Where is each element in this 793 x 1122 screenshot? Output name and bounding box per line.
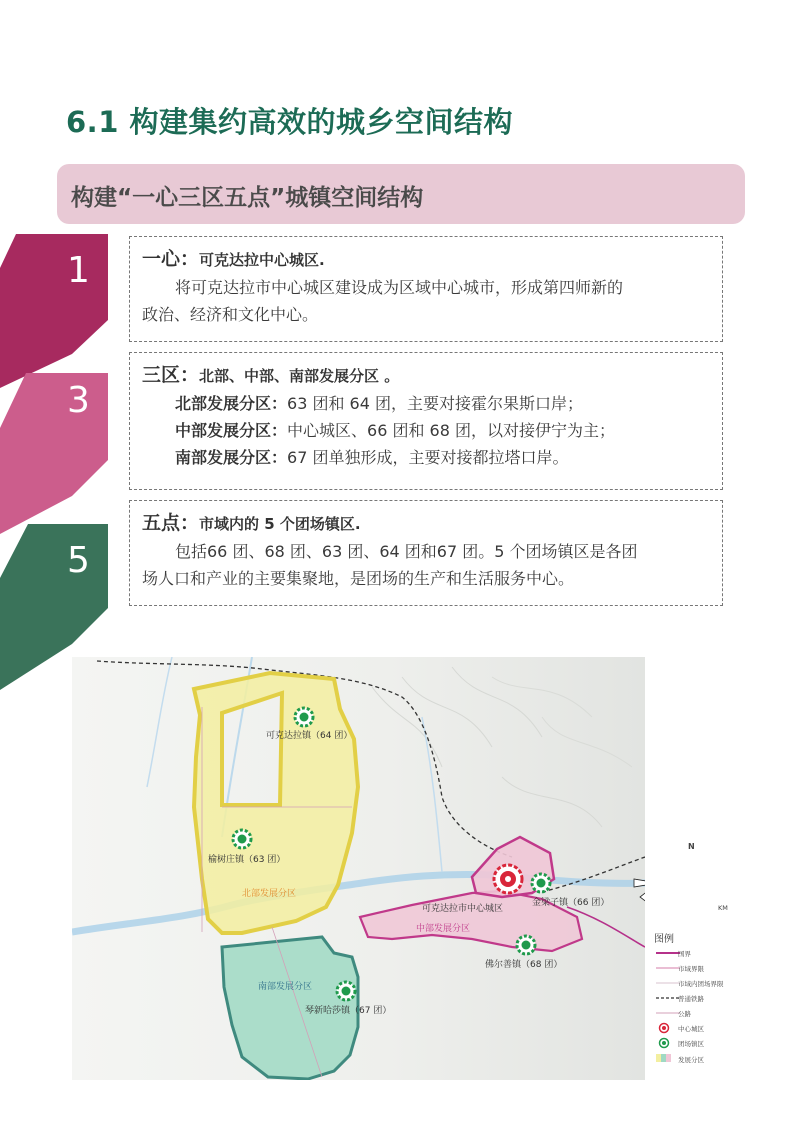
zone-text: 中心城区、66 团和 68 团，以对接伊宁为主； bbox=[287, 421, 615, 440]
chevron-3 bbox=[0, 373, 108, 534]
lead-title: 三区： bbox=[142, 364, 200, 386]
center-city-label: 可克达拉市中心城区 bbox=[422, 904, 504, 914]
town-label-63: 榆树庄镇（63 团） bbox=[208, 855, 286, 865]
scale-unit-label: KM bbox=[718, 904, 728, 912]
lead-subtitle: 北部、中部、南部发展分区 。 bbox=[199, 367, 400, 385]
lead-title: 五点： bbox=[142, 512, 200, 534]
legend-item: 中心城区 bbox=[678, 1025, 704, 1033]
section-box-three-zones bbox=[129, 352, 723, 490]
zone-term: 北部发展分区： bbox=[175, 394, 288, 413]
section-box-one-center bbox=[129, 236, 723, 342]
legend-item: 公路 bbox=[678, 1010, 691, 1018]
body-line: 将可克达拉市中心城区建设成为区域中心城市，形成第四师新的 bbox=[175, 278, 624, 297]
body-line: 包括66 团、68 团、63 团、64 团和67 团。5 个团场镇区是各团 bbox=[175, 542, 638, 561]
legend-item: 团场镇区 bbox=[678, 1040, 704, 1048]
zone-label-north: 北部发展分区 bbox=[242, 889, 297, 899]
zone-label-middle: 中部发展分区 bbox=[416, 924, 471, 934]
section-number-5: 5 bbox=[67, 540, 90, 581]
legend-title: 图例 bbox=[654, 934, 674, 945]
lead-subtitle: 可克达拉中心城区. bbox=[199, 251, 325, 269]
zone-label-south: 南部发展分区 bbox=[258, 982, 313, 992]
section-number-3: 3 bbox=[67, 380, 90, 421]
legend-zone-symbol bbox=[656, 1054, 671, 1062]
legend-item: 市域内团场界限 bbox=[678, 980, 724, 988]
town-marker-66 bbox=[532, 874, 550, 892]
legend-item: 国界 bbox=[678, 950, 691, 958]
section-number-1: 1 bbox=[67, 250, 90, 291]
town-label-64: 可克达拉镇（64 团） bbox=[266, 731, 353, 741]
town-label-68: 佛尔善镇（68 团） bbox=[485, 960, 563, 970]
legend-item: 市域界限 bbox=[678, 965, 704, 973]
town-marker-64 bbox=[295, 708, 313, 726]
zone-term: 南部发展分区： bbox=[175, 448, 288, 467]
subtitle-text: 构建“一心三区五点”城镇空间结构 bbox=[71, 185, 424, 211]
legend-item: 普通铁路 bbox=[678, 995, 704, 1003]
chevron-1 bbox=[0, 234, 108, 388]
legend-item: 发展分区 bbox=[678, 1056, 704, 1064]
zone-item bbox=[142, 390, 712, 417]
lead-title: 一心： bbox=[142, 248, 200, 270]
map-graphic bbox=[72, 657, 645, 1080]
town-label-66: 金梁子镇（66 团） bbox=[532, 898, 610, 908]
zone-text: 63 团和 64 团，主要对接霍尔果斯口岸； bbox=[287, 394, 583, 413]
spatial-structure-map bbox=[72, 657, 645, 1080]
legend-town-symbol bbox=[660, 1039, 669, 1048]
body-line: 政治、经济和文化中心。 bbox=[142, 305, 319, 324]
town-marker-67 bbox=[337, 982, 355, 1000]
chevron-arrows bbox=[0, 228, 130, 693]
body-line: 场人口和产业的主要集聚地，是团场的生产和生活服务中心。 bbox=[142, 569, 575, 588]
town-marker-63 bbox=[233, 830, 251, 848]
legend-center-symbol bbox=[660, 1024, 669, 1033]
center-city-marker bbox=[494, 865, 522, 893]
zone-term: 中部发展分区： bbox=[175, 421, 288, 440]
compass-north-label: N bbox=[688, 842, 695, 851]
town-label-67: 琴新哈莎镇（67 团） bbox=[305, 1006, 392, 1016]
lead-subtitle: 市域内的 5 个团场镇区. bbox=[199, 515, 361, 533]
page-title: 6.1 构建集约高效的城乡空间结构 bbox=[66, 105, 513, 139]
zone-item bbox=[142, 417, 712, 444]
zone-item bbox=[142, 444, 712, 471]
zone-text: 67 团单独形成，主要对接都拉塔口岸。 bbox=[287, 448, 569, 467]
subtitle-banner bbox=[57, 164, 745, 224]
section-box-five-points bbox=[129, 500, 723, 606]
town-marker-68 bbox=[517, 936, 535, 954]
